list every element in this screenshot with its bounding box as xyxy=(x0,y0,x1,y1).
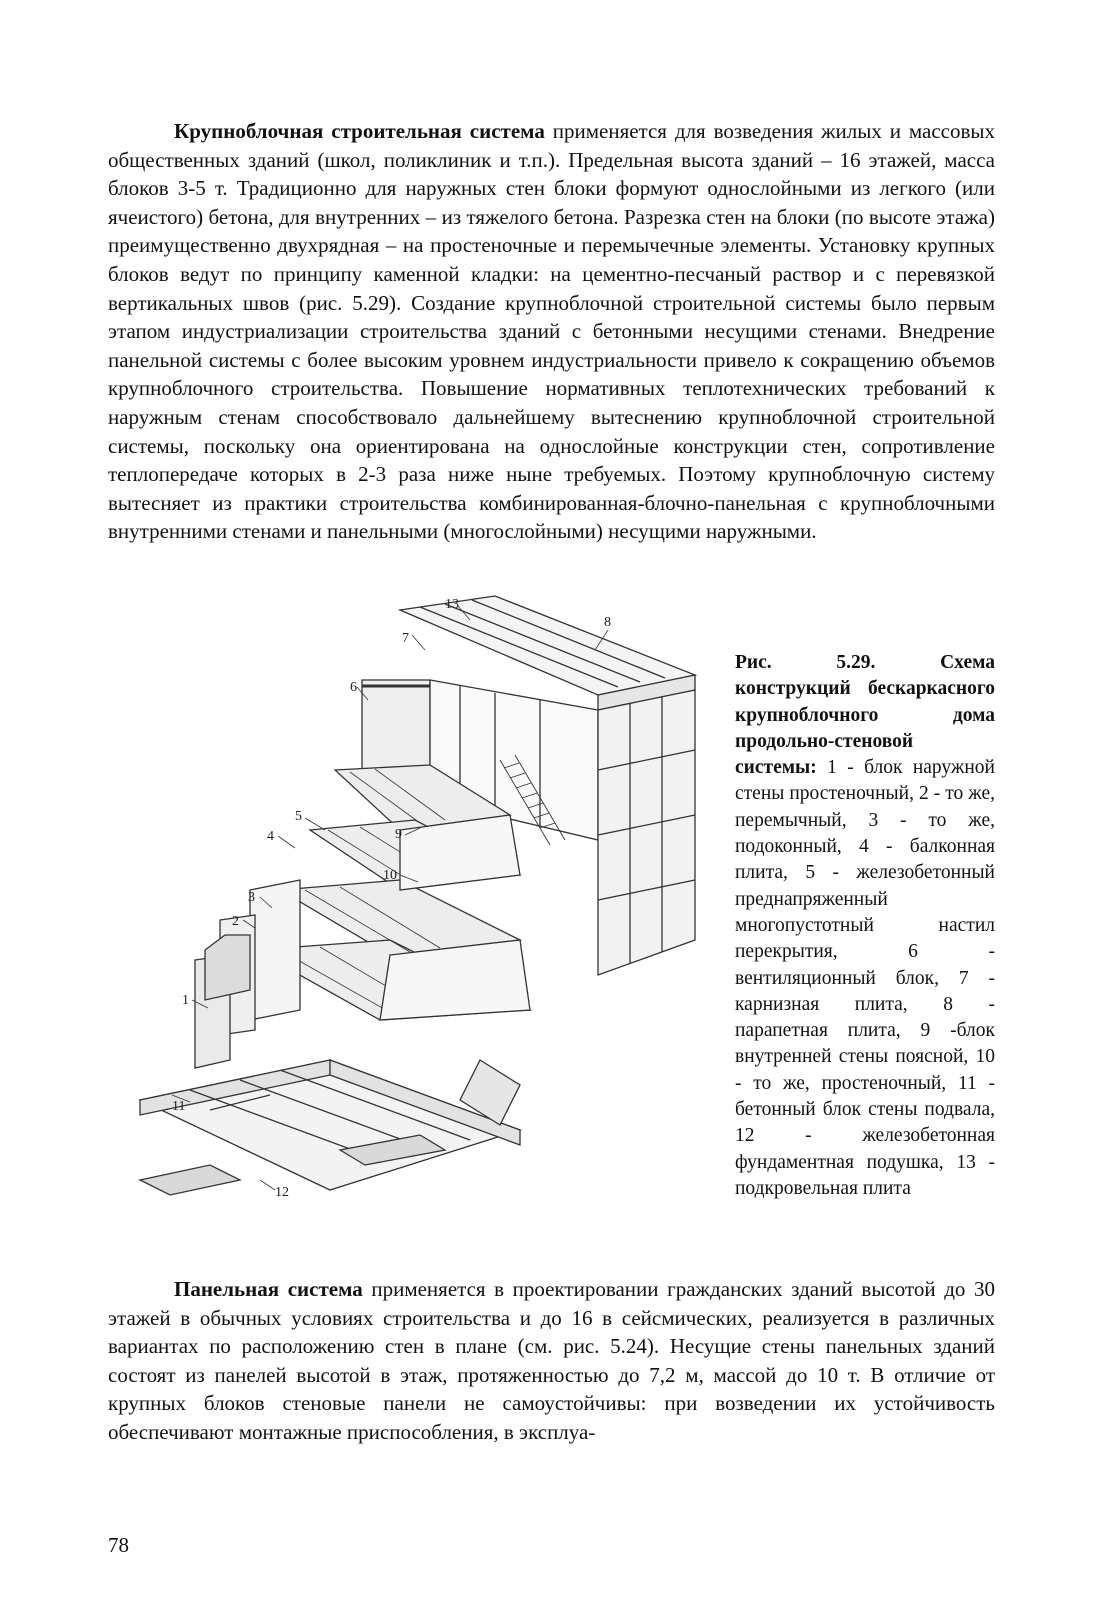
caption-legend: 1 - блок наружной стены простеночный, 2 - то же, перемычный, 3 - то же, подоконный, 4 - балконная плита, 5 - железобетонный преднапряженный многопустотный настил перекрытия, 6 - вентиляционный блок, 7 - карнизная плита, 8 - парапетная плита, 9 -блок внутренней стены поясной, 10 - то же, простеночный, 11 - бетонный блок стены подвала, 12 - железобетонная фундаментная подушка, 13 - подкровельная плита xyxy=(735,757,995,1199)
label-10: 10 xyxy=(383,868,397,883)
label-4: 4 xyxy=(267,829,274,844)
building-axonometric-drawing xyxy=(100,590,720,1220)
building-diagram-figure xyxy=(100,590,720,1220)
paragraph-large-block-system xyxy=(108,117,995,546)
label-9: 9 xyxy=(395,827,402,842)
label-3: 3 xyxy=(248,890,255,905)
paragraph-body: применяется в проектировании гражданских зданий высотой до 30 этажей в обычных условиях строительства и до 16 в сейсмических, реализуется в различных вариантах по расположению стен в плане (см. рис. 5.24). Несущие стены панельных зданий состоят из панелей высотой в этаж, протяженностью до 7,2 м, массой до 10 т. В отличие от крупных блоков стеновые панели не самоустойчивы: при возведении их устойчивость обеспечивают монтажные приспособления, в эксплуа- xyxy=(108,1277,995,1444)
term-large-block-system: Крупноблочная строительная система xyxy=(174,119,545,143)
label-11: 11 xyxy=(172,1099,186,1114)
figure-caption xyxy=(735,650,995,1202)
label-13: 13 xyxy=(445,597,459,612)
label-7: 7 xyxy=(402,631,409,646)
label-8: 8 xyxy=(604,615,611,630)
label-6: 6 xyxy=(350,680,357,695)
page-number: 78 xyxy=(108,1533,129,1557)
label-1: 1 xyxy=(182,993,189,1008)
term-panel-system: Панельная система xyxy=(174,1277,363,1301)
caption-title: Рис. 5.29. Схема конструкций бескаркасного крупноблочного дома продольно-стеновой системы: xyxy=(735,652,995,779)
label-5: 5 xyxy=(295,809,302,824)
paragraph-panel-system xyxy=(108,1275,995,1447)
paragraph-body: применяется для возведения жилых и массовых общественных зданий (школ, поликлиник и т.п.). Предельная высота зданий – 16 этажей, масса блоков 3-5 т. Традиционно для наружных стен блоки формуют однослойными из легкого (или ячеистого) бетона, для внутренних – из тяжелого бетона. Разрезка стен на блоки (по высоте этажа) преимущественно двухрядная – на простеночные и перемычечные элементы. Установку крупных блоков ведут по принципу каменной кладки: на цементно-песчаный раствор и с перевязкой вертикальных швов (рис. 5.29). Создание крупноблочной строительной системы было первым этапом индустриализации строительства зданий с бетонными несущими стенами. Внедрение панельной системы с более высоким уровнем индустриальности привело к сокращению объемов крупноблочного строительства. Повышение нормативных теплотехнических требований к наружным стенам способствовало дальнейшему вытеснению крупноблочной строительной системы, поскольку она ориентирована на однослойные конструкции стен, сопротивление теплопередаче которых в 2-3 раза ниже ныне требуемых. Поэтому крупноблочную систему вытесняет из практики строительства комбинированная-блочно-панельная с крупноблочными внутренними стенами и панельными (многослойными) несущими наружными. xyxy=(108,119,996,544)
label-12: 12 xyxy=(275,1185,289,1200)
label-2: 2 xyxy=(232,914,239,929)
